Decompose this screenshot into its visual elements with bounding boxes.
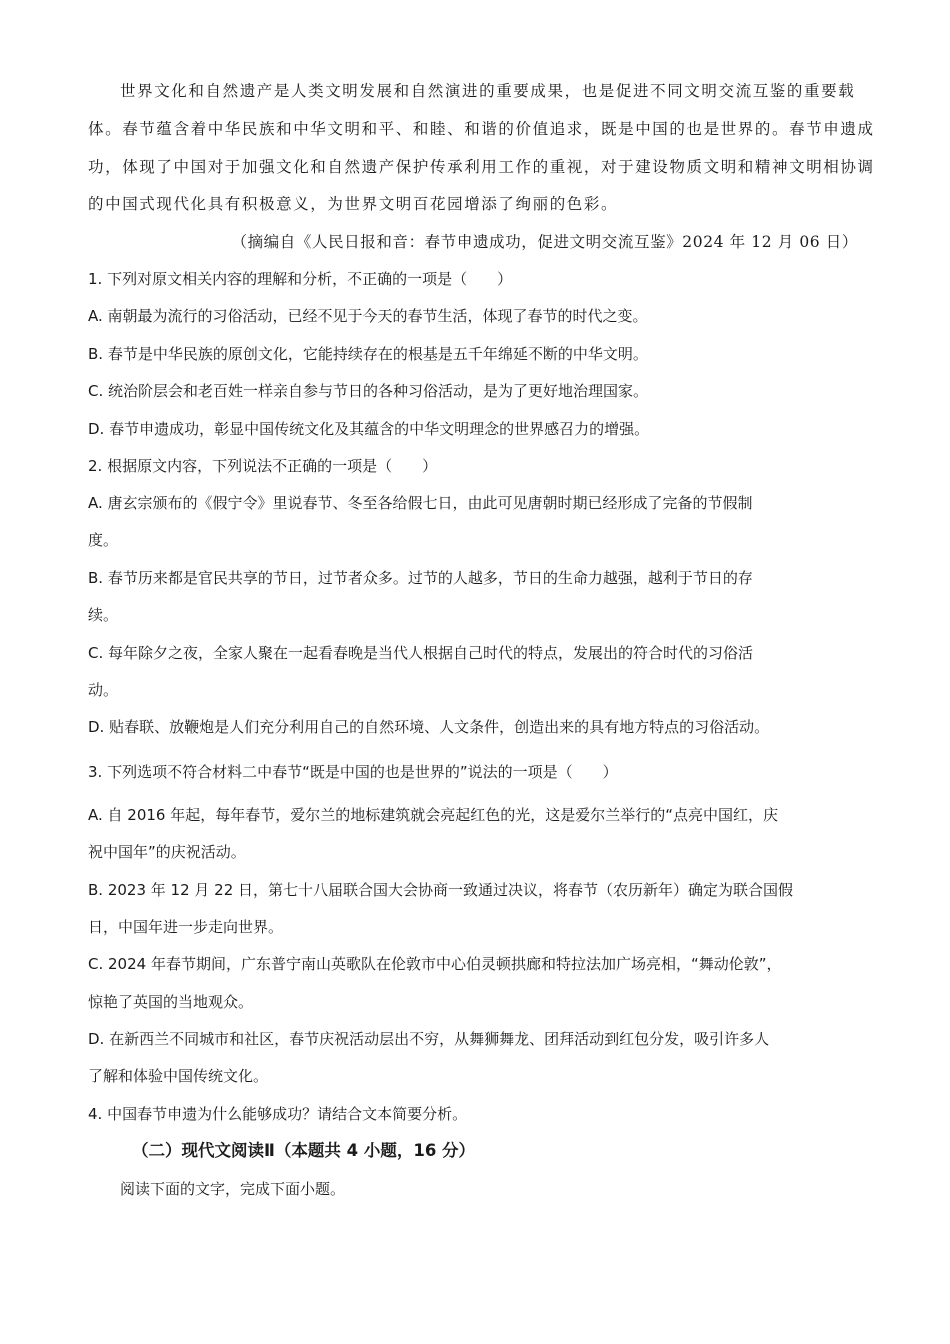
question-option: C. 统治阶层会和老百姓一样亲自参与节日的各种习俗活动，是为了更好地治理国家。 xyxy=(88,382,649,400)
question-option: D. 在新西兰不同城市和社区，春节庆祝活动层出不穷，从舞狮舞龙、团拜活动到红包分发，吸引许多人 xyxy=(88,1030,770,1048)
question-option-continued: 度。 xyxy=(88,531,119,549)
question-option: B. 春节是中华民族的原创文化，它能持续存在的根基是五千年绵延不断的中华文明。 xyxy=(88,345,648,363)
question-stem: 3. 下列选项不符合材料二中春节“既是中国的也是世界的”说法的一项是（ ） xyxy=(88,763,618,781)
question-option: A. 唐玄宗颁布的《假宁令》里说春节、冬至各给假七日，由此可见唐朝时期已经形成了完备的节假制 xyxy=(88,494,753,512)
passage-source: （摘编自《人民日报和音：春节申遗成功，促进文明交流互鉴》2024 年 12 月 06 日） xyxy=(231,233,858,251)
question-option-continued: 了解和体验中国传统文化。 xyxy=(88,1067,269,1085)
question-option-continued: 惊艳了英国的当地观众。 xyxy=(88,993,254,1011)
question-stem: 4. 中国春节申遗为什么能够成功？请结合文本简要分析。 xyxy=(88,1105,468,1123)
question-stem: 1. 下列对原文相关内容的理解和分析，不正确的一项是（ ） xyxy=(88,270,513,288)
question-option: C. 每年除夕之夜，全家人聚在一起看春晚是当代人根据自己时代的特点，发展出的符合时代的习俗活 xyxy=(88,644,754,662)
question-option: A. 南朝最为流行的习俗活动，已经不见于今天的春节生活，体现了春节的时代之变。 xyxy=(88,307,648,325)
passage-line: 世界文化和自然遗产是人类文明发展和自然演进的重要成果，也是促进不同文明交流互鉴的重要载 xyxy=(120,82,856,100)
question-option-continued: 日，中国年进一步走向世界。 xyxy=(88,918,284,936)
question-option-continued: 祝中国年”的庆祝活动。 xyxy=(88,843,246,861)
question-option-continued: 动。 xyxy=(88,681,119,699)
passage-line: 的中国式现代化具有积极意义，为世界文明百花园增添了绚丽的色彩。 xyxy=(88,195,619,213)
question-option: B. 春节历来都是官民共享的节日，过节者众多。过节的人越多，节日的生命力越强，越利于节日的存 xyxy=(88,569,753,587)
question-option-continued: 续。 xyxy=(88,606,119,624)
question-stem: 2. 根据原文内容，下列说法不正确的一项是（ ） xyxy=(88,457,438,475)
passage-line: 体。春节蕴含着中华民族和中华文明和平、和睦、和谐的价值追求，既是中国的也是世界的。春节申遗成 xyxy=(88,120,875,138)
question-option: A. 自 2016 年起，每年春节，爱尔兰的地标建筑就会亮起红色的光，这是爱尔兰举行的“点亮中国红，庆 xyxy=(88,806,779,824)
passage-line: 功，体现了中国对于加强文化和自然遗产保护传承利用工作的重视，对于建设物质文明和精神文明相协调 xyxy=(88,158,875,176)
section-instruction: 阅读下面的文字，完成下面小题。 xyxy=(120,1180,346,1198)
question-option: C. 2024 年春节期间，广东普宁南山英歌队在伦敦市中心伯灵顿拱廊和特拉法加广场亮相，“舞动伦敦”， xyxy=(88,955,782,973)
question-option: B. 2023 年 12 月 22 日，第七十八届联合国大会协商一致通过决议，将春节（农历新年）确定为联合国假 xyxy=(88,881,794,899)
question-option: D. 贴春联、放鞭炮是人们充分利用自己的自然环境、人文条件，创造出来的具有地方特点的习俗活动。 xyxy=(88,718,770,736)
question-option: D. 春节申遗成功，彰显中国传统文化及其蕴含的中华文明理念的世界感召力的增强。 xyxy=(88,420,650,438)
section-heading: （二）现代文阅读Ⅱ（本题共 4 小题，16 分） xyxy=(132,1141,476,1160)
